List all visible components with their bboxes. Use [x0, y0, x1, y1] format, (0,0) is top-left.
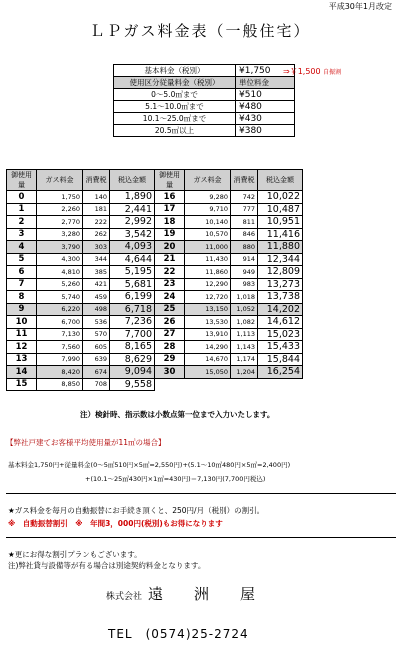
tier-price: ¥430	[236, 113, 295, 125]
gas-fee-cell: 2,770	[37, 216, 83, 229]
usage-cell: 29	[155, 353, 185, 366]
calculation-line-2: +(10.1～25㎥430円×1㎥=430円)＝7,130円(7,700円税込)	[85, 475, 266, 483]
total-cell: 8,629	[110, 353, 155, 366]
tax-cell: 605	[83, 341, 110, 354]
gas-fee-cell: 10,570	[185, 228, 231, 241]
total-cell: 4,644	[110, 253, 155, 266]
tax-cell: 222	[83, 216, 110, 229]
table-row	[7, 241, 303, 254]
table-row	[7, 378, 303, 391]
company-name	[106, 583, 263, 604]
table-row	[7, 341, 303, 354]
total-cell: 1,890	[110, 191, 155, 204]
gas-fee-cell: 4,810	[37, 266, 83, 279]
gas-fee-cell: 6,700	[37, 316, 83, 329]
equipment-note: 注)弊社貸与設備等が有る場合は別途契約料金となります。	[8, 561, 206, 570]
table-row	[7, 303, 303, 316]
tax-cell: 1,204	[231, 366, 258, 379]
annual-savings-note: ※ 自動振替割引 ※ 年間3，000円(税別)もお得になります	[8, 519, 223, 528]
total-cell: 12,809	[258, 266, 303, 279]
total-cell: 2,992	[110, 216, 155, 229]
tax-cell: 1,082	[231, 316, 258, 329]
tax-cell: 570	[83, 328, 110, 341]
tax-cell: 459	[83, 291, 110, 304]
header-usage: 御使用量	[155, 170, 185, 191]
header-tax: 消費税	[231, 170, 258, 191]
usage-cell: 1	[7, 203, 37, 216]
table-row	[7, 191, 303, 204]
gas-fee-cell: 13,150	[185, 303, 231, 316]
table-row	[7, 353, 303, 366]
tax-cell: 344	[83, 253, 110, 266]
usage-cell: 21	[155, 253, 185, 266]
divider	[6, 537, 396, 538]
usage-cell: 0	[7, 191, 37, 204]
total-cell: 6,199	[110, 291, 155, 304]
auto-debit-promo	[283, 66, 341, 77]
meter-note: 注）検針時、指示数は小数点第一位まで入力いたします。	[80, 410, 275, 419]
total-cell: 9,094	[110, 366, 155, 379]
gas-fee-cell: 2,260	[37, 203, 83, 216]
usage-cell: 24	[155, 291, 185, 304]
gas-fee-cell: 8,420	[37, 366, 83, 379]
tax-cell: 536	[83, 316, 110, 329]
total-cell: 3,542	[110, 228, 155, 241]
total-cell: 12,344	[258, 253, 303, 266]
table-row	[7, 278, 303, 291]
table-row	[7, 328, 303, 341]
gas-fee-cell	[185, 378, 231, 391]
usage-cell: 12	[7, 341, 37, 354]
gas-fee-cell: 8,850	[37, 378, 83, 391]
gas-fee-cell: 12,290	[185, 278, 231, 291]
total-cell: 11,880	[258, 241, 303, 254]
tax-cell: 498	[83, 303, 110, 316]
table-row	[7, 291, 303, 304]
price-table-header	[7, 170, 303, 191]
usage-cell: 10	[7, 316, 37, 329]
base-fee-label: 基本料金（税別）	[114, 65, 236, 77]
tax-cell: 811	[231, 216, 258, 229]
tax-cell: 914	[231, 253, 258, 266]
company-phone: TEL (0574)25-2724	[108, 627, 249, 641]
usage-cell: 19	[155, 228, 185, 241]
tier-price: ¥480	[236, 101, 295, 113]
table-row	[7, 366, 303, 379]
total-cell: 5,195	[110, 266, 155, 279]
total-cell: 13,738	[258, 291, 303, 304]
usage-cell: 9	[7, 303, 37, 316]
total-cell: 10,022	[258, 191, 303, 204]
tax-cell: 140	[83, 191, 110, 204]
gas-fee-cell: 5,740	[37, 291, 83, 304]
calculation-line-1: 基本料金1,750円+従量料金(0～5㎥510円×5㎥=2,550円)+(5.1～10㎥480円×5㎥=2,400円)	[8, 461, 291, 469]
table-row	[7, 316, 303, 329]
total-cell: 7,236	[110, 316, 155, 329]
total-cell: 9,558	[110, 378, 155, 391]
tax-cell: 385	[83, 266, 110, 279]
average-usage-title: 【弊社戸建てお客様平均使用量が11㎥の場合】	[6, 438, 166, 447]
tier-price: ¥380	[236, 125, 295, 137]
table-row	[7, 203, 303, 216]
usage-cell: 14	[7, 366, 37, 379]
gas-fee-cell: 7,990	[37, 353, 83, 366]
rate-row-tier	[114, 89, 295, 101]
usage-cell: 23	[155, 278, 185, 291]
tier-price: ¥510	[236, 89, 295, 101]
unit-price-header: 単位料金	[236, 77, 295, 89]
usage-cell: 16	[155, 191, 185, 204]
usage-cell: 7	[7, 278, 37, 291]
tax-cell	[231, 378, 258, 391]
total-cell: 11,416	[258, 228, 303, 241]
header-gas-fee: ガス料金	[185, 170, 231, 191]
total-cell: 15,844	[258, 353, 303, 366]
total-cell: 7,700	[110, 328, 155, 341]
rate-row-tier	[114, 125, 295, 137]
total-cell: 5,681	[110, 278, 155, 291]
tax-cell: 639	[83, 353, 110, 366]
rate-row-base	[114, 65, 295, 77]
gas-fee-cell: 1,750	[37, 191, 83, 204]
rate-row-header	[114, 77, 295, 89]
tier-label: 0～5.0㎥まで	[114, 89, 236, 101]
gas-fee-cell: 9,710	[185, 203, 231, 216]
total-cell: 8,165	[110, 341, 155, 354]
divider	[6, 493, 396, 494]
tax-cell: 262	[83, 228, 110, 241]
usage-cell: 3	[7, 228, 37, 241]
usage-rate-header: 使用区分従量料金（税別）	[114, 77, 236, 89]
promo-price: ⇒￥1,500	[283, 67, 321, 76]
header-usage: 御使用量	[7, 170, 37, 191]
tier-label: 5.1～10.0㎥まで	[114, 101, 236, 113]
rate-row-tier	[114, 101, 295, 113]
total-cell: 6,718	[110, 303, 155, 316]
total-cell: 10,951	[258, 216, 303, 229]
usage-cell: 18	[155, 216, 185, 229]
usage-cell: 6	[7, 266, 37, 279]
usage-cell: 26	[155, 316, 185, 329]
total-cell: 13,273	[258, 278, 303, 291]
usage-cell: 11	[7, 328, 37, 341]
gas-fee-cell: 7,130	[37, 328, 83, 341]
tax-cell: 880	[231, 241, 258, 254]
usage-cell: 27	[155, 328, 185, 341]
gas-fee-cell: 6,220	[37, 303, 83, 316]
company-brand: 遠 洲 屋	[148, 585, 264, 603]
usage-cell: 15	[7, 378, 37, 391]
tax-cell: 674	[83, 366, 110, 379]
total-cell: 16,254	[258, 366, 303, 379]
tax-cell: 1,018	[231, 291, 258, 304]
gas-fee-cell: 4,300	[37, 253, 83, 266]
table-row	[7, 266, 303, 279]
header-total: 税込金額	[110, 170, 155, 191]
table-row	[7, 253, 303, 266]
total-cell: 15,433	[258, 341, 303, 354]
total-cell: 4,093	[110, 241, 155, 254]
price-table-body	[7, 191, 303, 391]
usage-cell: 22	[155, 266, 185, 279]
tax-cell: 421	[83, 278, 110, 291]
promo-label: 自振割	[323, 69, 342, 76]
tax-cell: 777	[231, 203, 258, 216]
usage-cell: 2	[7, 216, 37, 229]
tax-cell: 983	[231, 278, 258, 291]
usage-cell: 17	[155, 203, 185, 216]
usage-cell: 5	[7, 253, 37, 266]
rate-table	[113, 64, 295, 137]
tier-label: 20.5㎥以上	[114, 125, 236, 137]
gas-fee-cell: 3,280	[37, 228, 83, 241]
gas-fee-cell: 5,260	[37, 278, 83, 291]
rate-row-tier	[114, 113, 295, 125]
gas-fee-cell: 11,430	[185, 253, 231, 266]
table-row	[7, 216, 303, 229]
gas-fee-cell: 11,000	[185, 241, 231, 254]
gas-fee-cell: 12,720	[185, 291, 231, 304]
gas-fee-cell: 7,560	[37, 341, 83, 354]
tax-cell: 1,113	[231, 328, 258, 341]
base-fee-value: ¥1,750	[236, 65, 295, 77]
tax-cell: 181	[83, 203, 110, 216]
usage-cell: 8	[7, 291, 37, 304]
usage-cell: 30	[155, 366, 185, 379]
header-tax: 消費税	[83, 170, 110, 191]
page-title: ＬＰガス料金表（一般住宅）	[89, 22, 311, 40]
usage-cell: 4	[7, 241, 37, 254]
company-prefix: 株式会社	[106, 592, 143, 602]
usage-cell: 28	[155, 341, 185, 354]
gas-fee-cell: 11,860	[185, 266, 231, 279]
header-gas-fee: ガス料金	[37, 170, 83, 191]
discount-plan-note: ★更にお得な割引プランもございます。	[8, 550, 142, 559]
tax-cell: 1,174	[231, 353, 258, 366]
gas-fee-cell: 3,790	[37, 241, 83, 254]
gas-fee-cell: 13,910	[185, 328, 231, 341]
auto-debit-discount-note: ★ガス料金を毎月の自動振替にお手続き頂くと、250円/月（税別）の割引。	[8, 506, 265, 515]
tax-cell: 708	[83, 378, 110, 391]
table-row	[7, 228, 303, 241]
usage-cell: 25	[155, 303, 185, 316]
total-cell: 14,202	[258, 303, 303, 316]
tax-cell: 1,143	[231, 341, 258, 354]
total-cell: 15,023	[258, 328, 303, 341]
revision-date: 平成30年1月改定	[328, 2, 392, 11]
tax-cell: 1,052	[231, 303, 258, 316]
total-cell: 14,612	[258, 316, 303, 329]
usage-cell: 20	[155, 241, 185, 254]
tax-cell: 846	[231, 228, 258, 241]
gas-fee-cell: 14,670	[185, 353, 231, 366]
gas-fee-cell: 10,140	[185, 216, 231, 229]
total-cell	[258, 378, 303, 391]
tax-cell: 742	[231, 191, 258, 204]
gas-fee-cell: 14,290	[185, 341, 231, 354]
tax-cell: 949	[231, 266, 258, 279]
gas-fee-cell: 15,050	[185, 366, 231, 379]
tax-cell: 303	[83, 241, 110, 254]
total-cell: 2,441	[110, 203, 155, 216]
total-cell: 10,487	[258, 203, 303, 216]
gas-fee-cell: 9,280	[185, 191, 231, 204]
gas-fee-cell: 13,530	[185, 316, 231, 329]
price-table	[6, 169, 303, 391]
tier-label: 10.1～25.0㎥まで	[114, 113, 236, 125]
header-total: 税込金額	[258, 170, 303, 191]
usage-cell: 13	[7, 353, 37, 366]
usage-cell	[155, 378, 185, 391]
